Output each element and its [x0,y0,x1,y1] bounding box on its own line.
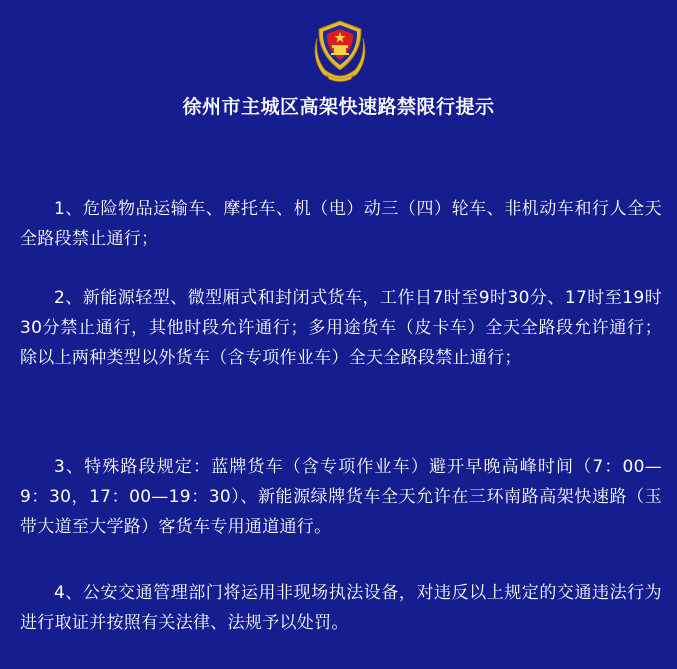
notice-paragraph-3: 3、特殊路段规定：蓝牌货车（含专项作业车）避开早晚高峰时间（7：00—9：30，17：00—19：30）、新能源绿牌货车全天允许在三环南路高架快速路（玉带大道至大学路）客货车专用通道通行。 [20,457,662,537]
notice-paragraph-2: 2、新能源轻型、微型厢式和封闭式货车，工作日7时至9时30分、17时至19时30分禁止通行，其他时段允许通行；多用途货车（皮卡车）全天全路段允许通行；除以上两种类型以外货车（含专项作业车）全天全路段禁止通行； [20,288,662,368]
notice-paragraph-1: 1、危险物品运输车、摩托车、机（电）动三（四）轮车、非机动车和行人全天全路段禁止通行； [20,199,662,249]
notice-paragraph-4: 4、公安交通管理部门将运用非现场执法设备，对违反以上规定的交通违法行为进行取证并按照有关法律、法规予以处罚。 [20,583,662,633]
page-title: 徐州市主城区高架快速路禁限行提示 [182,96,495,118]
police-emblem-icon [309,18,371,84]
